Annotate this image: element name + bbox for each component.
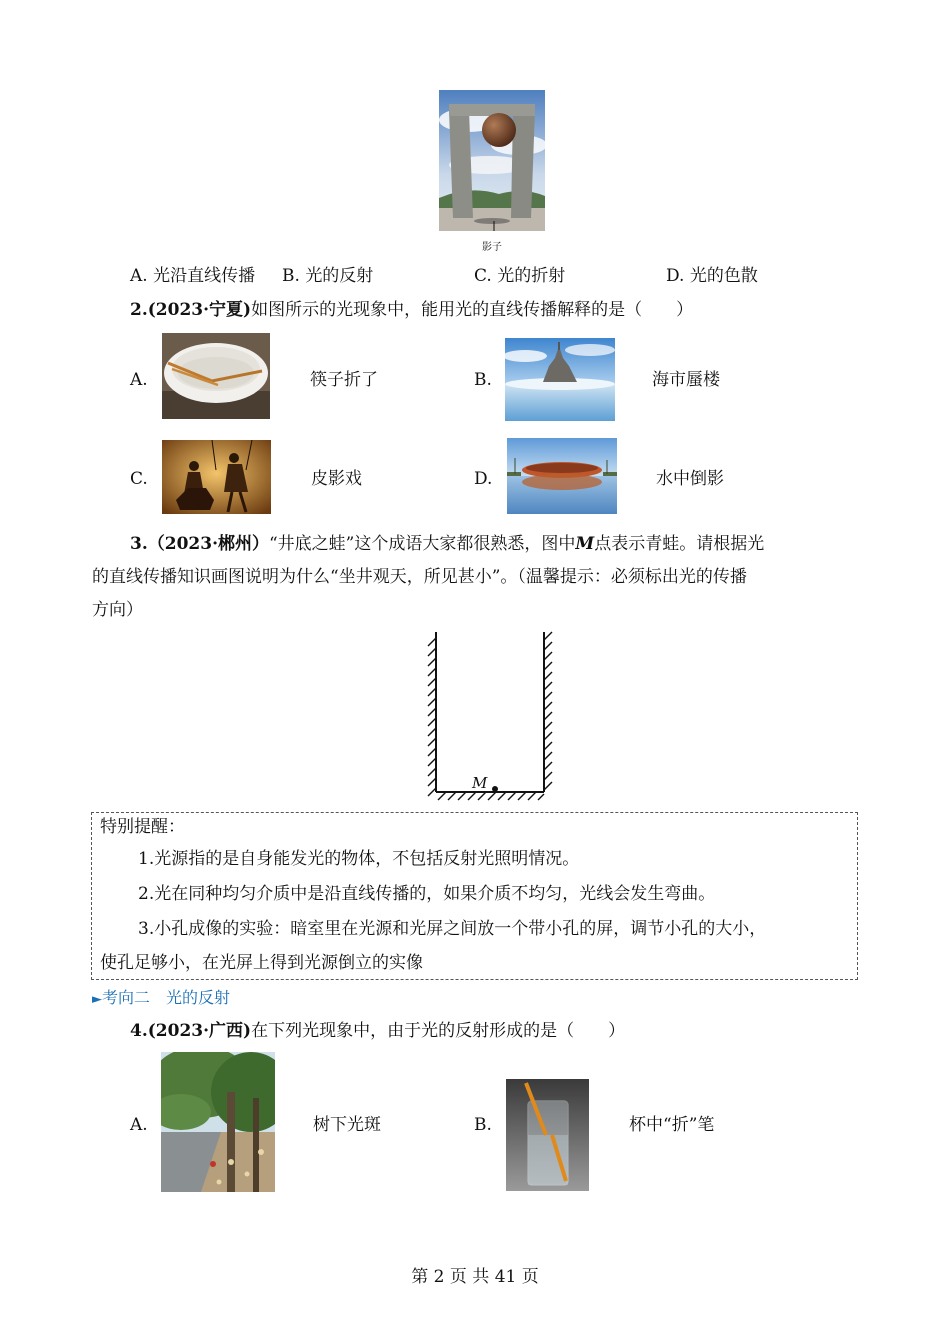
note-item-2: 2.光在同种均匀介质中是沿直线传播的，如果介质不均匀，光线会发生弯曲。 (138, 884, 716, 904)
q2-option-a-letter[interactable]: A. (130, 370, 148, 390)
page-footer: 第 2 页 共 41 页 (411, 1267, 539, 1287)
q2-option-d-caption: 水中倒影 (656, 469, 724, 489)
q2-number: 2. (130, 300, 148, 320)
q1-option-a-text: 光沿直线传播 (153, 266, 256, 286)
section-marker-icon: ► (92, 992, 102, 1007)
q2-option-b-letter[interactable]: B. (474, 370, 492, 390)
bowl-chopsticks-photo (162, 333, 270, 419)
water-reflection-photo (507, 438, 617, 514)
q4-option-a-caption: 树下光斑 (313, 1115, 381, 1135)
q1-option-d-letter: D. (666, 266, 685, 286)
tree-light-spots-photo (161, 1052, 275, 1192)
note-item-3: 3.小孔成像的实验：暗室里在光源和光屏之间放一个带小孔的屏，调节小孔的大小， (138, 919, 767, 939)
q1-option-b[interactable] (282, 265, 373, 287)
section-title: 考向二 光的反射 (102, 988, 231, 1007)
arch-shadow-photo (439, 90, 545, 231)
shadow-label: 影子 (482, 242, 502, 253)
q2-option-c-caption: 皮影戏 (311, 469, 362, 489)
q2-option-d-letter[interactable]: D. (474, 469, 493, 489)
q3-source: （2023·郴州） (147, 534, 269, 554)
bent-pen-in-glass-photo (506, 1079, 589, 1191)
q3-line1-text: “井底之蛙”这个成语大家都很熟悉，图中 (268, 534, 576, 554)
note-item-3-cont: 使孔足够小，在光屏上得到光源倒立的实像 (100, 953, 423, 973)
note-item-1: 1.光源指的是自身能发光的物体，不包括反射光照明情况。 (138, 849, 580, 869)
q1-option-b-text: 光的反射 (305, 266, 374, 286)
q1-option-a[interactable] (130, 265, 255, 287)
shadow-play-photo (162, 440, 271, 514)
q1-option-c[interactable] (474, 265, 565, 287)
q4-stem (130, 1020, 625, 1042)
q4-number: 4. (130, 1021, 148, 1041)
mirage-photo (505, 338, 615, 421)
q2-option-b-caption: 海市蜃楼 (652, 370, 720, 390)
q1-option-a-letter: A. (130, 266, 148, 286)
q3-stem-line2: 的直线传播知识画图说明为什么“坐井观天，所见甚小”。（温馨提示：必须标出光的传播 (92, 567, 747, 587)
q2-stem-text: 如图所示的光现象中，能用光的直线传播解释的是（ ） (251, 300, 694, 320)
q3-m-italic: M (575, 534, 595, 554)
q1-option-d[interactable] (666, 265, 758, 287)
q4-option-b-caption: 杯中“折”笔 (629, 1115, 715, 1135)
frog-point-label: M (472, 774, 488, 792)
note-title: 特别提醒： (100, 817, 185, 837)
well-diagram (420, 628, 560, 804)
q3-stem-line3: 方向） (92, 600, 143, 620)
q3-line1b-text: 点表示青蛙。请根据光 (594, 534, 765, 554)
q1-option-d-text: 光的色散 (689, 266, 758, 286)
q3-number: 3. (130, 534, 148, 554)
q2-source: (2023·宁夏) (147, 300, 252, 320)
section-heading (92, 985, 230, 1008)
q3-stem-line1 (130, 533, 764, 555)
q1-option-b-letter: B. (282, 266, 300, 286)
q4-option-a-letter[interactable]: A. (130, 1115, 148, 1135)
q1-option-c-text: 光的折射 (497, 266, 566, 286)
q4-option-b-letter[interactable]: B. (474, 1115, 492, 1135)
q1-option-c-letter: C. (474, 266, 492, 286)
q2-stem (130, 299, 693, 321)
q4-stem-text: 在下列光现象中，由于光的反射形成的是（ ） (251, 1021, 626, 1041)
q4-source: (2023·广西) (147, 1021, 252, 1041)
q2-option-a-caption: 筷子折了 (310, 370, 378, 390)
q2-option-c-letter[interactable]: C. (130, 469, 148, 489)
